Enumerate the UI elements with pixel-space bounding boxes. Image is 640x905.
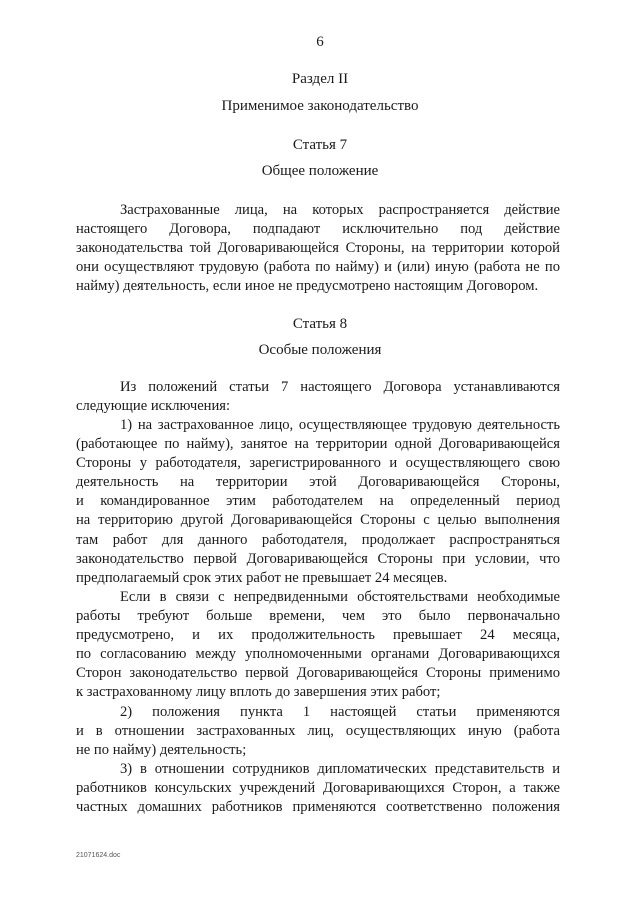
text-line: работников консульских учреждений Договаривающихся Сторон, а также	[76, 780, 560, 797]
text-line: Сторон законодательство первой Договаривающейся Стороны применимо	[76, 665, 560, 682]
text-line: к застрахованному лицу вплоть до завершения этих работ;	[76, 684, 441, 701]
text-line: на территорию другой Договаривающейся Стороны с целью выполнения	[76, 512, 560, 529]
text-line: там работ для данного работодателя, продолжает распространяться	[76, 531, 560, 548]
text-line: предполагаемый срок этих работ не превышает 24 месяцев.	[76, 569, 448, 586]
text-line: не по найму) деятельность;	[76, 742, 247, 759]
text-line: 3) в отношении сотрудников дипломатических представительств и	[120, 761, 560, 777]
article8-item-2	[76, 703, 560, 760]
text-line: законодательства той Договаривающейся Стороны, на территории которой	[76, 240, 560, 257]
text-line: 2) положения пункта 1 настоящей статьи применяются	[120, 704, 560, 720]
text-line: Из положений статьи 7 настоящего Договора устанавливаются	[120, 379, 560, 395]
text-line: Стороны у работодателя, зарегистрированного и осуществляющего свою	[76, 455, 560, 472]
text-line: 1) на застрахованное лицо, осуществляющее трудовую деятельность	[120, 417, 560, 433]
text-line: и в отношении застрахованных лиц, осуществляющих иную (работа	[76, 723, 560, 740]
text-line: и командированное этим работодателем на определенный период	[76, 493, 560, 510]
text-line: найму) деятельность, если иное не предусмотрено настоящим Договором.	[76, 278, 539, 295]
article8-item-1-continuation	[76, 588, 560, 703]
text-line: деятельность на территории этой Договаривающейся Стороны,	[76, 474, 560, 491]
article8-title: Статья 8	[292, 316, 348, 332]
text-line: работы требуют больше времени, чем это было первоначально	[76, 608, 560, 625]
article8-subtitle: Особые положения	[258, 342, 382, 358]
article7-paragraph	[76, 201, 560, 296]
article8-intro	[76, 378, 560, 416]
text-line: по согласованию между уполномоченными органами Договаривающихся	[76, 646, 560, 663]
text-line: законодательство первой Договаривающейся Стороны при условии, что	[76, 550, 560, 567]
article8-item-1	[76, 416, 560, 588]
text-line: Если в связи с непредвиденными обстоятельствами необходимые	[120, 589, 560, 605]
text-line: Застрахованные лица, на которых распространяется действие	[120, 202, 560, 218]
article7-subtitle: Общее положение	[261, 163, 379, 179]
text-line: предусмотрено, и их продолжительность превышает 24 месяца,	[76, 627, 560, 644]
page-number: 6	[316, 34, 324, 50]
article7-title: Статья 7	[292, 137, 348, 153]
section-title: Раздел II	[291, 71, 349, 87]
text-line: они осуществляют трудовую (работа по найму) и (или) иную (работа не по	[76, 259, 560, 276]
text-line: частных домашних работников применяются соответственно положения	[76, 799, 560, 816]
article8-item-3	[76, 760, 560, 817]
text-line: настоящего Договора, подпадают исключительно под действие	[76, 221, 560, 238]
file-name-footer: 21071624.doc	[76, 852, 121, 859]
section-subtitle: Применимое законодательство	[221, 98, 419, 114]
text-line: (работающее по найму), занятое на территории одной Договаривающейся	[76, 436, 560, 453]
text-line: следующие исключения:	[76, 398, 231, 415]
